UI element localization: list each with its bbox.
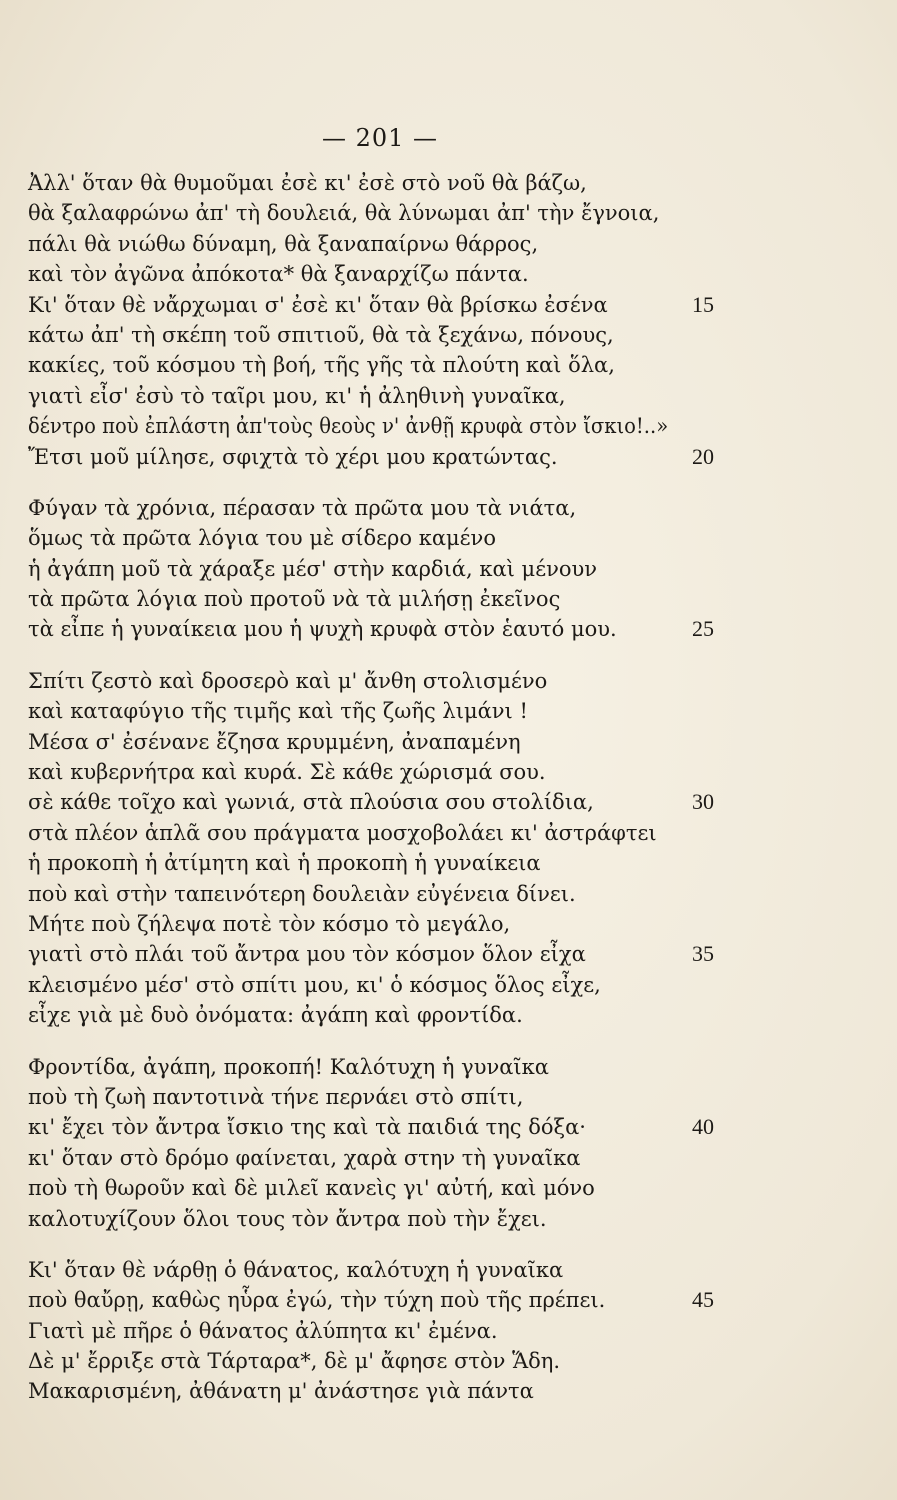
line-text: Φροντίδα, ἀγάπη, προκοπή! Καλότυχη ἡ γυναῖκα bbox=[28, 1054, 549, 1079]
line-text: Κι' ὅταν θὲ νἄρχωμαι σ' ἐσὲ κι' ὅταν θὰ βρίσκω ἐσένα bbox=[28, 292, 608, 317]
poem-line bbox=[28, 442, 748, 472]
line-text: τὰ εἶπε ἡ γυναίκεια μου ἡ ψυχὴ κρυφὰ στὸν ἑαυτό μου. bbox=[28, 617, 617, 642]
line-number: 25 bbox=[692, 616, 714, 642]
line-text: σὲ κάθε τοῖχο καὶ γωνιά, στὰ πλούσια σου στολίδια, bbox=[28, 790, 594, 815]
stanza bbox=[28, 1255, 748, 1407]
line-text: τὰ πρῶτα λόγια ποὺ προτοῦ νὰ τὰ μιλήσῃ ἐκεῖνος bbox=[28, 587, 561, 612]
line-text: στὰ πλέον ἁπλᾶ σου πράγματα μοσχοβολάει κι' ἀστράφτει bbox=[28, 820, 657, 845]
poem-line bbox=[28, 1204, 748, 1234]
poem-line bbox=[28, 787, 748, 817]
poem-line bbox=[28, 614, 748, 644]
poem-line bbox=[28, 259, 748, 289]
poem-line bbox=[28, 1316, 748, 1346]
poem-line bbox=[28, 757, 748, 787]
poem-line bbox=[28, 1000, 748, 1030]
poem-line bbox=[28, 168, 748, 198]
line-text: πάλι θὰ νιώθω δύναμη, θὰ ξαναπαίρνω θάρρος, bbox=[28, 231, 539, 256]
poem-line bbox=[28, 350, 748, 380]
poem-line bbox=[28, 523, 748, 553]
poem-line bbox=[28, 818, 748, 848]
line-text: Κι' ὅταν θὲ νάρθῃ ὁ θάνατος, καλότυχη ἡ γυναῖκα bbox=[28, 1257, 564, 1282]
line-text: Δὲ μ' ἔρριξε στὰ Τάρταρα*, δὲ μ' ἄφησε στὸν Ἅδη. bbox=[28, 1349, 561, 1374]
line-text: Φύγαν τὰ χρόνια, πέρασαν τὰ πρῶτα μου τὰ νιάτα, bbox=[28, 495, 577, 520]
line-text: Ἀλλ' ὅταν θὰ θυμοῦμαι ἐσὲ κι' ἐσὲ στὸ νοῦ θὰ βάζω, bbox=[28, 171, 587, 195]
line-number: 15 bbox=[692, 291, 714, 317]
poem-line bbox=[28, 1285, 748, 1315]
line-number: 20 bbox=[692, 443, 714, 469]
line-text: καὶ τὸν ἀγῶνα ἀπόκοτα* θὰ ξαναρχίζω πάντα. bbox=[28, 262, 529, 287]
poem-line bbox=[28, 320, 748, 350]
poem-line bbox=[28, 939, 748, 969]
line-text: δέντρο ποὺ ἐπλάστη ἀπ'τοὺς θεοὺς ν' ἀνθῇ κρυφὰ στὸν ἴσκιο!..» bbox=[28, 414, 669, 439]
line-text: κακίες, τοῦ κόσμου τὴ βοή, τῆς γῆς τὰ πλούτη καὶ ὅλα, bbox=[28, 353, 615, 378]
line-number: 45 bbox=[692, 1287, 714, 1313]
line-text: ποὺ τὴ ζωὴ παντοτινὰ τήνε περνάει στὸ σπίτι, bbox=[28, 1084, 524, 1109]
line-text: κι' ἔχει τὸν ἄντρα ἴσκιο της καὶ τὰ παιδιά της δόξα· bbox=[28, 1115, 586, 1140]
line-number: 35 bbox=[692, 941, 714, 967]
line-text: ἡ ἀγάπη μοῦ τὰ χάραξε μέσ' στὴν καρδιά, καὶ μένουν bbox=[28, 556, 598, 581]
poem-line bbox=[28, 381, 748, 411]
line-number: 30 bbox=[692, 789, 714, 815]
line-text: ποὺ τὴ θωροῦν καὶ δὲ μιλεῖ κανεὶς γι' αὐτή, καὶ μόνο bbox=[28, 1176, 595, 1201]
poem-line bbox=[28, 696, 748, 726]
poem-line bbox=[28, 909, 748, 939]
line-text: γιατὶ στὸ πλάι τοῦ ἄντρα μου τὸν κόσμον ὅλον εἶχα bbox=[28, 942, 586, 967]
line-text: Μακαρισμένη, ἀθάνατη μ' ἀνάστησε γιὰ πάντα bbox=[28, 1379, 534, 1404]
poem-line bbox=[28, 584, 748, 614]
poem-line bbox=[28, 727, 748, 757]
line-text: κάτω ἀπ' τὴ σκέπη τοῦ σπιτιοῦ, θὰ τὰ ξεχάνω, πόνους, bbox=[28, 322, 614, 347]
line-text: ὅμως τὰ πρῶτα λόγια του μὲ σίδερο καμένο bbox=[28, 526, 496, 551]
poem-line bbox=[28, 554, 748, 584]
line-text: Σπίτι ζεστὸ καὶ δροσερὸ καὶ μ' ἄνθη στολισμένο bbox=[28, 668, 548, 693]
poem-line bbox=[28, 1052, 748, 1082]
line-text: Μέσα σ' ἐσένανε ἔζησα κρυμμένη, ἀναπαμένη bbox=[28, 729, 521, 754]
line-text: Μήτε ποὺ ζήλεψα ποτὲ τὸν κόσμο τὸ μεγάλο, bbox=[28, 911, 511, 936]
poem-line bbox=[28, 1173, 748, 1203]
line-text: ποὺ καὶ στὴν ταπεινότερη δουλειὰν εὐγένεια δίνει. bbox=[28, 881, 576, 906]
page-number: — 201 — bbox=[321, 124, 439, 152]
line-text: κι' ὅταν στὸ δρόμο φαίνεται, χαρὰ στην τὴ γυναῖκα bbox=[28, 1145, 581, 1170]
poem-line bbox=[28, 879, 748, 909]
poem-line bbox=[28, 1082, 748, 1112]
line-text: θὰ ξαλαφρώνω ἀπ' τὴ δουλειά, θὰ λύνωμαι ἀπ' τὴν ἔγνοια, bbox=[28, 201, 660, 226]
line-text: εἶχε γιὰ μὲ δυὸ ὀνόματα: ἀγάπη καὶ φροντίδα. bbox=[28, 1003, 523, 1028]
stanza bbox=[28, 168, 748, 472]
poem-line bbox=[28, 1376, 748, 1406]
line-text: καὶ καταφύγιο τῆς τιμῆς καὶ τῆς ζωῆς λιμάνι ! bbox=[28, 699, 528, 724]
poem-line bbox=[28, 411, 748, 441]
poem-line bbox=[28, 1255, 748, 1285]
poem-line bbox=[28, 290, 748, 320]
line-text: ποὺ θαὔρῃ, καθὼς ηὗρα ἐγώ, τὴν τύχη ποὺ τῆς πρέπει. bbox=[28, 1288, 606, 1313]
line-text: Ἔτσι μοῦ μίλησε, σφιχτὰ τὸ χέρι μου κρατώντας. bbox=[28, 444, 558, 469]
line-number: 40 bbox=[692, 1114, 714, 1140]
poem-line bbox=[28, 848, 748, 878]
poem-line bbox=[28, 666, 748, 696]
line-text: γιατὶ εἶσ' ἐσὺ τὸ ταῖρι μου, κι' ἡ ἀληθινὴ γυναῖκα, bbox=[28, 383, 566, 408]
stanza bbox=[28, 666, 748, 1031]
poem-line bbox=[28, 1143, 748, 1173]
line-text: ἡ προκοπὴ ἡ ἀτίμητη καὶ ἡ προκοπὴ ἡ γυναίκεια bbox=[28, 851, 541, 876]
line-text: καλοτυχίζουν ὅλοι τους τὸν ἄντρα ποὺ τὴν ἔχει. bbox=[28, 1206, 547, 1231]
poem-line bbox=[28, 1112, 748, 1142]
poem-line bbox=[28, 229, 748, 259]
poem-line bbox=[28, 970, 748, 1000]
stanza bbox=[28, 493, 748, 645]
poem-text bbox=[28, 168, 748, 1428]
stanza bbox=[28, 1052, 748, 1234]
line-text: Γιατὶ μὲ πῆρε ὁ θάνατος ἀλύπητα κι' ἐμένα. bbox=[28, 1318, 498, 1343]
poem-line bbox=[28, 493, 748, 523]
poem-line bbox=[28, 1346, 748, 1376]
line-text: κλεισμένο μέσ' στὸ σπίτι μου, κι' ὁ κόσμος ὅλος εἶχε, bbox=[28, 972, 601, 997]
poem-line bbox=[28, 198, 748, 228]
line-text: καὶ κυβερνήτρα καὶ κυρά. Σὲ κάθε χώρισμά σου. bbox=[28, 760, 546, 785]
